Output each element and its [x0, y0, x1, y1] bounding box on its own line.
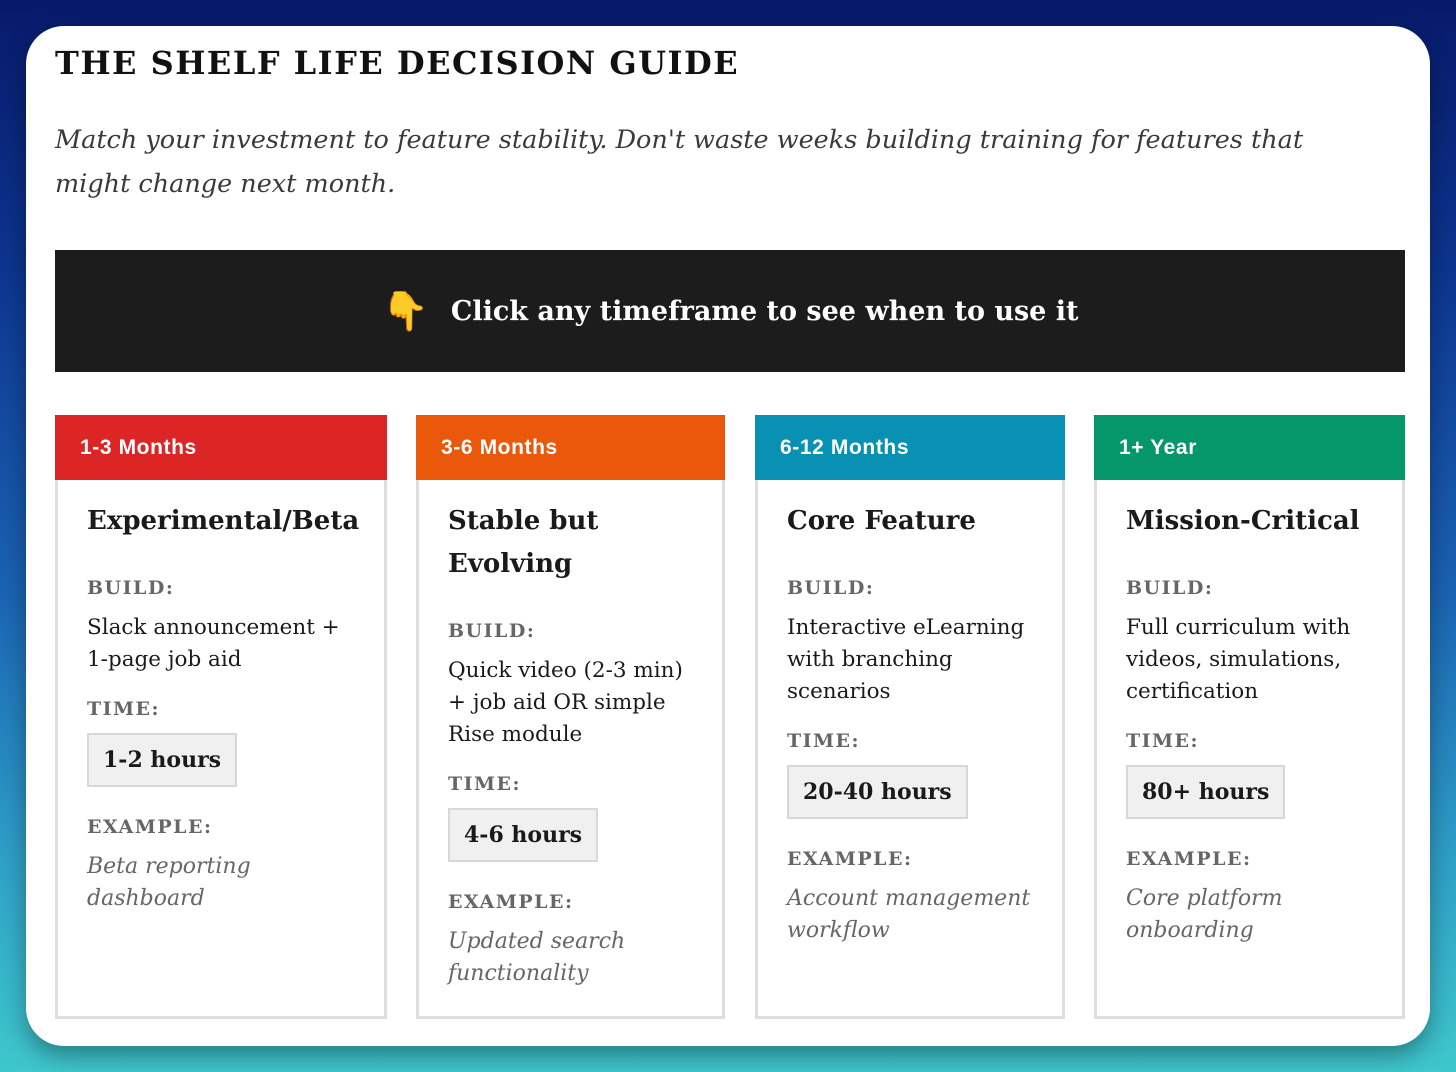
example-label: EXAMPLE:	[1126, 848, 1252, 870]
build-label: BUILD:	[1126, 577, 1214, 599]
timeframe-tile-3-6-months[interactable]	[416, 415, 725, 1019]
tile-title: Stable but Evolving	[448, 506, 599, 579]
time-label: TIME:	[787, 730, 861, 752]
example-label: EXAMPLE:	[448, 891, 574, 913]
example-label: EXAMPLE:	[87, 816, 213, 838]
build-text: Interactive eLearning with branching scenarios	[787, 615, 1025, 704]
build-text: Full curriculum with videos, simulations, certification	[1126, 615, 1351, 704]
instruction-banner	[55, 250, 1405, 372]
timeframe-tile-1-3-months[interactable]	[55, 415, 387, 1019]
guide-card	[26, 26, 1430, 1046]
example-label: EXAMPLE:	[787, 848, 913, 870]
pointing-down-hand-icon: 👇	[381, 289, 429, 333]
time-badge: 4-6 hours	[448, 808, 598, 862]
tile-title: Experimental/Beta	[87, 506, 360, 536]
example-text: Core platform onboarding	[1126, 886, 1283, 943]
banner-text: Click any timeframe to see when to use it	[450, 295, 1079, 327]
build-label: BUILD:	[448, 620, 536, 642]
timeframe-header[interactable]: 1-3 Months	[55, 415, 387, 480]
time-label: TIME:	[1126, 730, 1200, 752]
timeframe-tile-6-12-months[interactable]	[755, 415, 1065, 1019]
example-text: Updated search functionality	[448, 929, 626, 986]
build-text: Slack announcement + 1-page job aid	[87, 615, 340, 672]
page-title: THE SHELF LIFE DECISION GUIDE	[55, 44, 740, 82]
time-label: TIME:	[87, 698, 161, 720]
example-text: Account management workflow	[787, 886, 1031, 943]
time-badge: 80+ hours	[1126, 765, 1285, 819]
page-subtitle: Match your investment to feature stability. Don't waste weeks building training for features that might change next month.	[55, 125, 1304, 199]
timeframe-header[interactable]: 3-6 Months	[416, 415, 725, 480]
build-label: BUILD:	[87, 577, 175, 599]
example-text: Beta reporting dashboard	[87, 854, 251, 911]
build-text: Quick video (2-3 min) + job aid OR simple Rise module	[448, 658, 683, 747]
tile-title: Core Feature	[787, 506, 976, 536]
timeframe-header[interactable]: 6-12 Months	[755, 415, 1065, 480]
time-badge: 20-40 hours	[787, 765, 968, 819]
tile-title: Mission-Critical	[1126, 506, 1360, 536]
timeframe-header[interactable]: 1+ Year	[1094, 415, 1405, 480]
time-label: TIME:	[448, 773, 522, 795]
timeframe-tile-1-plus-year[interactable]	[1094, 415, 1405, 1019]
timeframe-tiles	[55, 415, 1405, 1019]
time-badge: 1-2 hours	[87, 733, 237, 787]
build-label: BUILD:	[787, 577, 875, 599]
